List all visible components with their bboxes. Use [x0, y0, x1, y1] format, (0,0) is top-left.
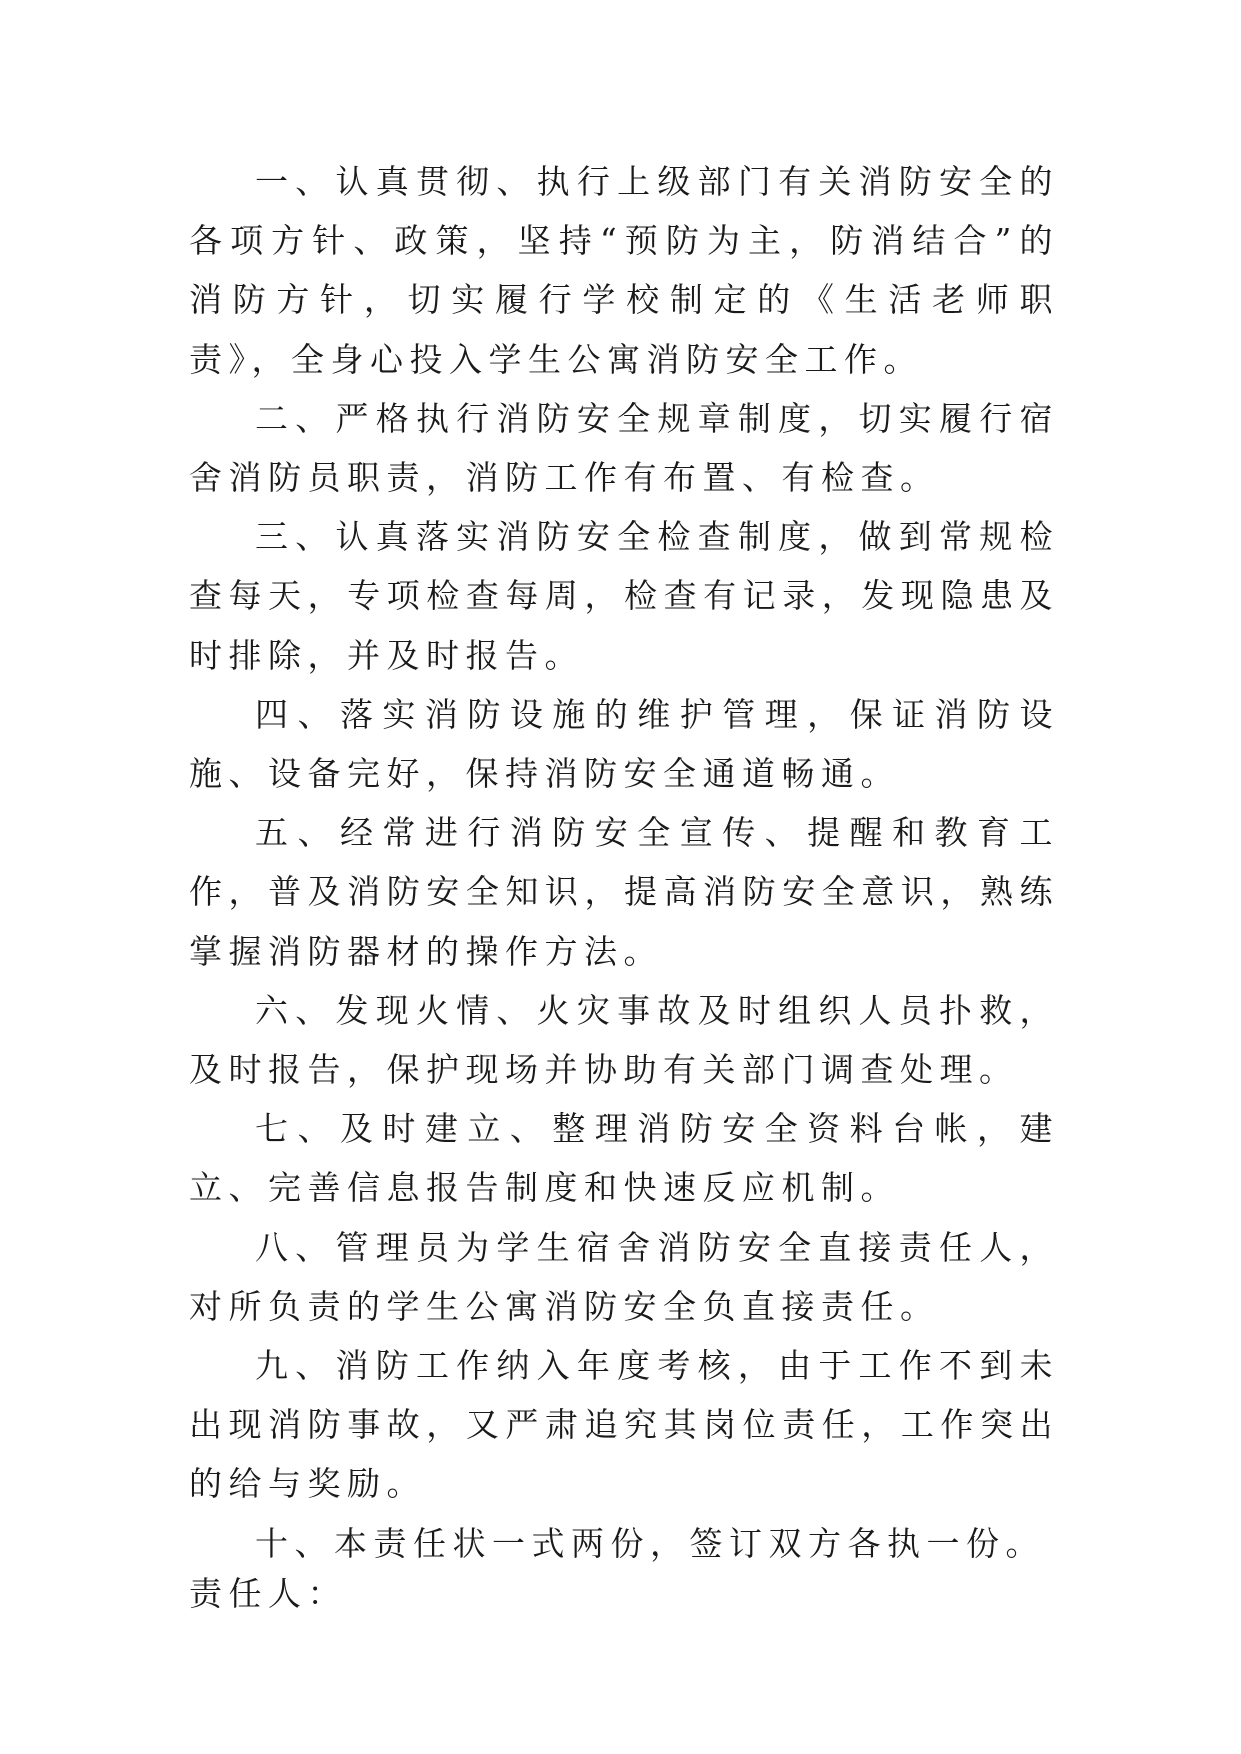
clause-10: 十、本责任状一式两份，签订双方各执一份。 [255, 1523, 1045, 1563]
document-body [189, 152, 1059, 1615]
clause-5: 五、经常进行消防安全宣传、提醒和教育工作，普及消防安全知识，提高消防安全意识，熟练掌握消防器材的操作方法。 [189, 813, 1059, 971]
clause-4: 四、落实消防设施的维护管理，保证消防设施、设备完好，保持消防安全通道畅通。 [189, 694, 1059, 794]
signature-label: 责任人： [189, 1573, 347, 1613]
clause-1: 一、认真贯彻、执行上级部门有关消防安全的各项方针、政策，坚持“预防为主，防消结合”的消防方针，切实履行学校制定的《生活老师职责》，全身心投入学生公寓消防安全工作。 [189, 162, 1059, 379]
clause-3: 三、认真落实消防安全检查制度，做到常规检查每天，专项检查每周，检查有记录，发现隐患及时排除，并及时报告。 [189, 517, 1059, 675]
clause-9: 九、消防工作纳入年度考核，由于工作不到未出现消防事故，又严肃追究其岗位责任，工作突出的给与奖励。 [189, 1346, 1059, 1504]
clause-7: 七、及时建立、整理消防安全资料台帐，建立、完善信息报告制度和快速反应机制。 [189, 1109, 1059, 1208]
clause-6: 六、发现火情、火灾事故及时组织人员扑救，及时报告，保护现场并协助有关部门调查处理。 [189, 990, 1059, 1090]
clause-2: 二、严格执行消防安全规章制度，切实履行宿舍消防员职责，消防工作有布置、有检查。 [189, 398, 1059, 498]
clause-8: 八、管理员为学生宿舍消防安全直接责任人，对所负责的学生公寓消防安全负直接责任。 [189, 1227, 1059, 1326]
